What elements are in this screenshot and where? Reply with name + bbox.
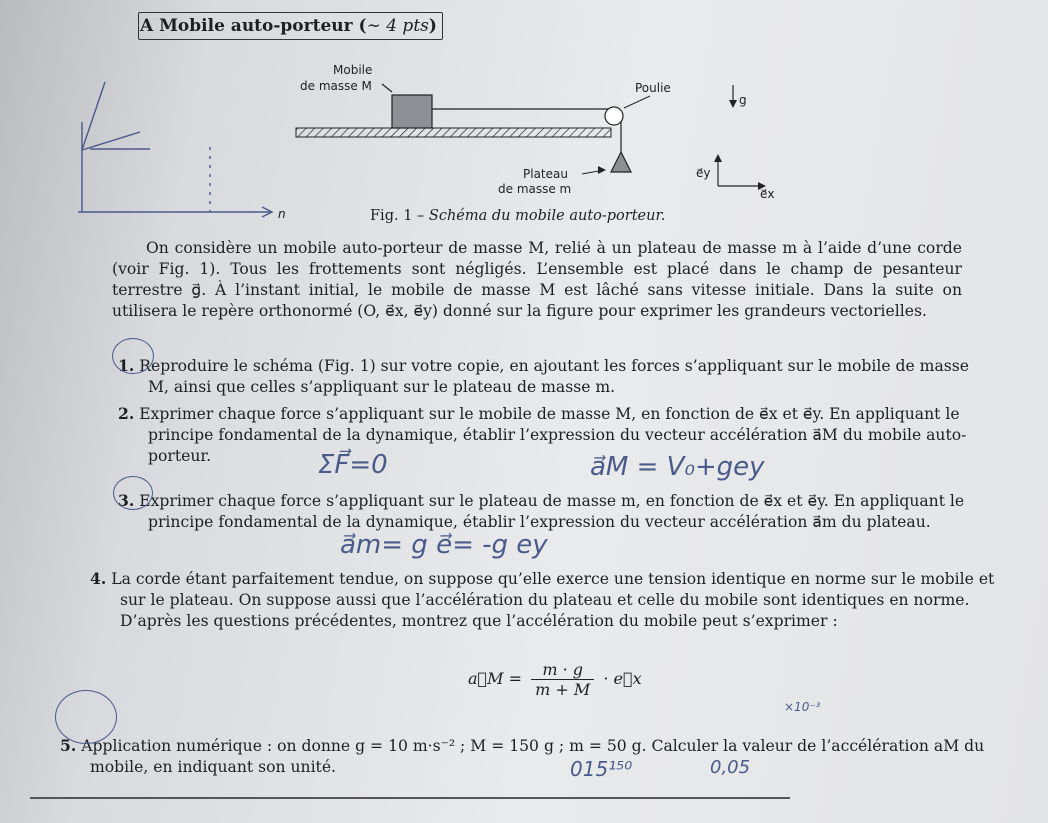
ex-label: e⃗x — [760, 187, 775, 201]
pulley-wheel — [605, 107, 623, 125]
circle-mark-q5 — [55, 690, 117, 744]
question-2: 2. Exprimer chaque force s’appliquant sur le mobile de masse M, en fonction de e⃗x et e⃗y. En appliquant le principe fondamental de la dynamique, établir l’expression du vecteur accélération a⃗M du mobile auto-porteur. — [118, 404, 967, 465]
mobile-label-2: de masse M — [300, 79, 372, 93]
handwriting-value-2: 0,05 — [710, 757, 751, 778]
plateau-label-2: de masse m — [498, 182, 572, 196]
ey-label: e⃗y — [696, 166, 711, 180]
pulley-arrow — [624, 96, 650, 108]
question-4: 4. La corde étant parfaitement tendue, on suppose qu’elle exerce une tension identique en norme sur le mobile et sur le plateau. On suppose aussi que l’accélération du plateau et celle du mobile sont identiques en norme. D’après les questions précédentes, montrez que l’accélération du mobile peut s’exprimer : — [90, 569, 995, 630]
question-3: 3. Exprimer chaque force s’appliquant sur le plateau de masse m, en fonction de e⃗x et e⃗y. En appliquant le principe fondamental de la dynamique, établir l’expression du vecteur accélération a⃗m du plateau. — [118, 491, 965, 531]
g-label: g — [739, 93, 747, 107]
circle-mark-q3 — [113, 476, 153, 510]
handwriting-exponent: ×10⁻³ — [784, 700, 821, 714]
figure-diagram — [0, 52, 820, 227]
handwritten-axes — [78, 82, 272, 217]
handwriting-value-1: 015¹⁵⁰ — [570, 757, 633, 781]
mobile-label-1: Mobile — [333, 63, 373, 77]
question-5: 5. Application numérique : on donne g = 10 m·s⁻² ; M = 150 g ; m = 50 g. Calculer la valeur de l’accélération aM du mobile, en indiquant son unité. — [60, 736, 985, 776]
section-title: A Mobile auto-porteur (∼ 4 pts) — [140, 16, 437, 36]
circle-mark-q1 — [112, 338, 154, 374]
handwritten-axis-label: n — [278, 207, 286, 221]
mobile-block — [392, 95, 432, 128]
handwriting-sum-forces: ΣF⃗=0 — [318, 450, 388, 480]
formula: a⃗M = $\frac{m \cdot g}{m + M}$ · e⃗x — [468, 660, 642, 699]
bottom-rule — [30, 797, 790, 799]
table-surface — [296, 128, 611, 137]
plateau-label-1: Plateau — [523, 167, 568, 181]
figure-caption: Fig. 1 – Schéma du mobile auto-porteur. — [370, 208, 666, 224]
question-1: 1. Reproduire le schéma (Fig. 1) sur votre copie, en ajoutant les forces s’appliquant sur le mobile de masse M, ainsi que celles s’appliquant sur le plateau de masse m. — [118, 356, 970, 396]
mobile-arrow — [382, 84, 392, 92]
handwriting-accel-mobile: a⃗M = V₀+gey — [590, 452, 765, 482]
pulley-label: Poulie — [635, 81, 671, 95]
handwriting-accel-plateau: a⃗m= g e⃗= -g ey — [340, 530, 548, 560]
plateau-mass — [611, 152, 631, 172]
intro-paragraph: On considère un mobile auto-porteur de masse M, relié à un plateau de masse m à l’aide d’une corde (voir Fig. 1). Tous les frottements sont négligés. L’ensemble est placé dans le champ de pesanteur terrestre g⃗. À l’instant initial, le mobile de masse M est lâché sans vitesse initiale. Dans la suite on utilisera le repère orthonormé (O, e⃗x, e⃗y) donné sur la figure pour exprimer les grandeurs vectorielles. — [112, 239, 962, 320]
